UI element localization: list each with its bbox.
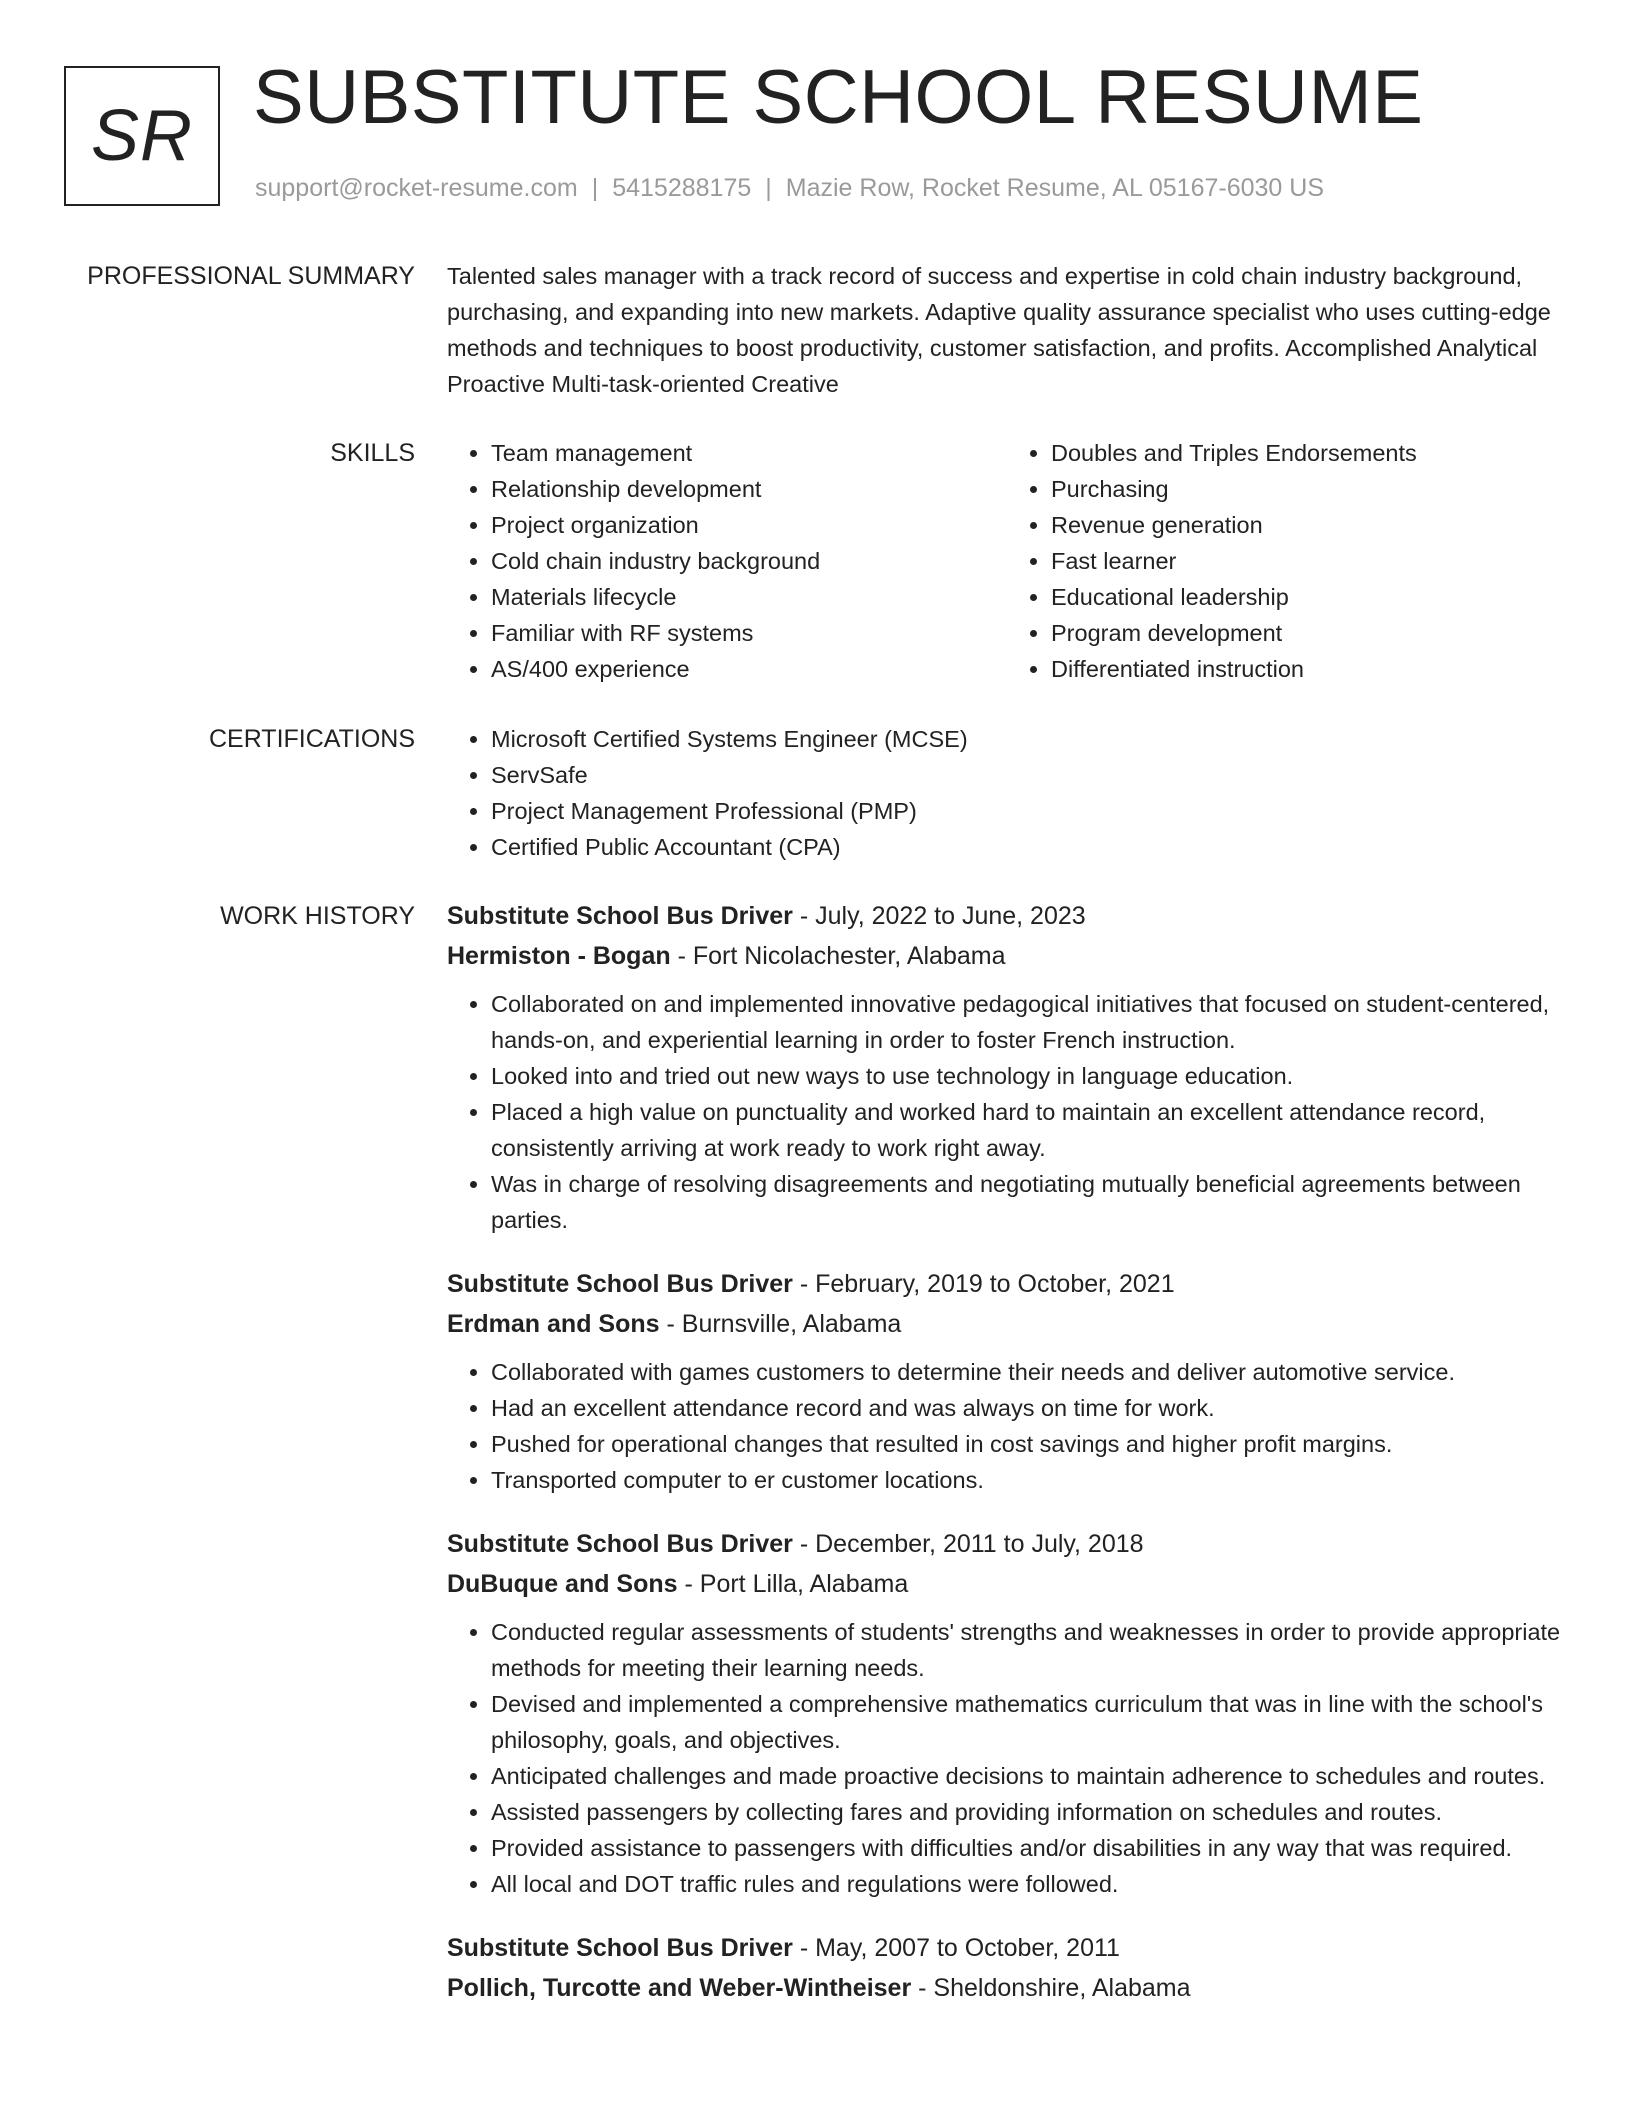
job-title: Substitute School Bus Driver — [447, 1270, 793, 1298]
contact-email[interactable]: support@rocket-resume.com — [255, 174, 578, 202]
job-duty-item: • Placed a high value on punctuality and worked hard to maintain an excellent attendance record, consistently arriving at work ready to work right away. — [491, 1094, 1567, 1166]
skill-item: • Fast learner — [1051, 543, 1567, 579]
skill-item: • Educational leadership — [1051, 579, 1567, 615]
job-company: Erdman and Sons — [447, 1310, 660, 1338]
skill-item: • Differentiated instruction — [1051, 651, 1567, 687]
job-location: - Burnsville, Alabama — [659, 1310, 902, 1338]
certifications-list — [447, 721, 1567, 865]
job-duty-item: • Conducted regular assessments of students' strengths and weaknesses in order to provide appropriate methods for meeting their learning needs. — [491, 1614, 1567, 1686]
job-duty-item: • Collaborated on and implemented innovative pedagogical initiatives that focused on student-centered, hands-on, and experiential learning in order to foster French instruction. — [491, 986, 1567, 1058]
job-duty-item: • Looked into and tried out new ways to use technology in language education. — [491, 1058, 1567, 1094]
job-duty-item: • Transported computer to er customer locations. — [491, 1462, 1567, 1498]
skill-item: • AS/400 experience — [491, 651, 1007, 687]
job-location: - Fort Nicolachester, Alabama — [670, 942, 1006, 970]
contact-line — [255, 174, 1324, 203]
job-duty-item: • Provided assistance to passengers with difficulties and/or disabilities in any way that was required. — [491, 1830, 1567, 1866]
skill-item: • Doubles and Triples Endorsements — [1051, 435, 1567, 471]
skill-item: • Revenue generation — [1051, 507, 1567, 543]
certification-item: • Microsoft Certified Systems Engineer (MCSE) — [491, 721, 1567, 757]
skills-heading: SKILLS — [330, 439, 415, 467]
skills-columns — [447, 435, 1567, 687]
skill-item: • Purchasing — [1051, 471, 1567, 507]
resume-title: SUBSTITUTE SCHOOL RESUME — [253, 55, 1424, 140]
contact-address: Mazie Row, Rocket Resume, AL 05167-6030 US — [785, 174, 1325, 202]
contact-separator: | — [765, 174, 772, 202]
job-duties-list — [447, 986, 1567, 1238]
job-title: Substitute School Bus Driver — [447, 902, 793, 930]
job-title-line — [447, 896, 1567, 936]
job-entry — [447, 1264, 1567, 1498]
certification-item: • Project Management Professional (PMP) — [491, 793, 1567, 829]
work-history-heading: WORK HISTORY — [220, 902, 415, 930]
contact-separator: | — [591, 174, 599, 202]
skill-item: • Cold chain industry background — [491, 543, 1007, 579]
job-duty-item: • Assisted passengers by collecting fares and providing information on schedules and routes. — [491, 1794, 1567, 1830]
skills-list-left — [447, 435, 1007, 687]
job-duty-item: • All local and DOT traffic rules and regulations were followed. — [491, 1866, 1567, 1902]
job-entry — [447, 1928, 1567, 2008]
job-title-line — [447, 1264, 1567, 1304]
job-entry — [447, 896, 1567, 1238]
contact-phone[interactable]: 5415288175 — [612, 174, 752, 202]
job-title: Substitute School Bus Driver — [447, 1934, 793, 1962]
job-duty-item: • Anticipated challenges and made proactive decisions to maintain adherence to schedules and routes. — [491, 1758, 1567, 1794]
summary-text: Talented sales manager with a track record of success and expertise in cold chain industry background, purchasing, and expanding into new markets. Adaptive quality assurance specialist who uses cutting-edge methods and techniques to boost productivity, customer satisfaction, and profits. Accomplished Analytical Proactive Multi-task-oriented Creative — [447, 263, 1551, 397]
skill-item: • Program development — [1051, 615, 1567, 651]
job-location: - Port Lilla, Alabama — [677, 1570, 909, 1598]
certifications-body — [447, 721, 1567, 865]
job-dates: - December, 2011 to July, 2018 — [792, 1530, 1144, 1558]
certification-item: • Certified Public Accountant (CPA) — [491, 829, 1567, 865]
job-dates: - February, 2019 to October, 2021 — [792, 1270, 1175, 1298]
certification-item: • ServSafe — [491, 757, 1567, 793]
job-duty-item: • Collaborated with games customers to determine their needs and deliver automotive service. — [491, 1354, 1567, 1390]
job-company-line — [447, 1564, 1567, 1604]
summary-body — [447, 258, 1567, 402]
job-duty-item: • Pushed for operational changes that resulted in cost savings and higher profit margins. — [491, 1426, 1567, 1462]
job-entry — [447, 1524, 1567, 1902]
skill-item: • Project organization — [491, 507, 1007, 543]
skills-list-right — [1007, 435, 1567, 687]
skill-item: • Materials lifecycle — [491, 579, 1007, 615]
skill-item: • Relationship development — [491, 471, 1007, 507]
job-duty-item: • Was in charge of resolving disagreements and negotiating mutually beneficial agreements between parties. — [491, 1166, 1567, 1238]
job-company-line — [447, 1304, 1567, 1344]
job-dates: - May, 2007 to October, 2011 — [792, 1934, 1120, 1962]
job-duty-item: • Had an excellent attendance record and was always on time for work. — [491, 1390, 1567, 1426]
job-location: - Sheldonshire, Alabama — [911, 1974, 1191, 2002]
certifications-heading: CERTIFICATIONS — [208, 725, 415, 753]
job-title: Substitute School Bus Driver — [447, 1530, 793, 1558]
skill-item: • Familiar with RF systems — [491, 615, 1007, 651]
skill-item: • Team management — [491, 435, 1007, 471]
job-company: DuBuque and Sons — [447, 1570, 678, 1598]
monogram-initials: SR — [90, 96, 194, 176]
job-company: Hermiston - Bogan — [447, 942, 671, 970]
job-dates: - July, 2022 to June, 2023 — [792, 902, 1086, 930]
job-company: Pollich, Turcotte and Weber-Wintheiser — [447, 1974, 912, 2002]
skills-body — [447, 435, 1567, 687]
job-title-line — [447, 1524, 1567, 1564]
work-history-body — [447, 896, 1567, 2034]
job-duties-list — [447, 1614, 1567, 1902]
job-title-line — [447, 1928, 1567, 1968]
monogram-logo — [64, 66, 220, 206]
job-duty-item: • Devised and implemented a comprehensive mathematics curriculum that was in line with the school's philosophy, goals, and objectives. — [491, 1686, 1567, 1758]
job-company-line — [447, 936, 1567, 976]
job-company-line — [447, 1968, 1567, 2008]
summary-heading: PROFESSIONAL SUMMARY — [87, 262, 415, 290]
job-duties-list — [447, 1354, 1567, 1498]
